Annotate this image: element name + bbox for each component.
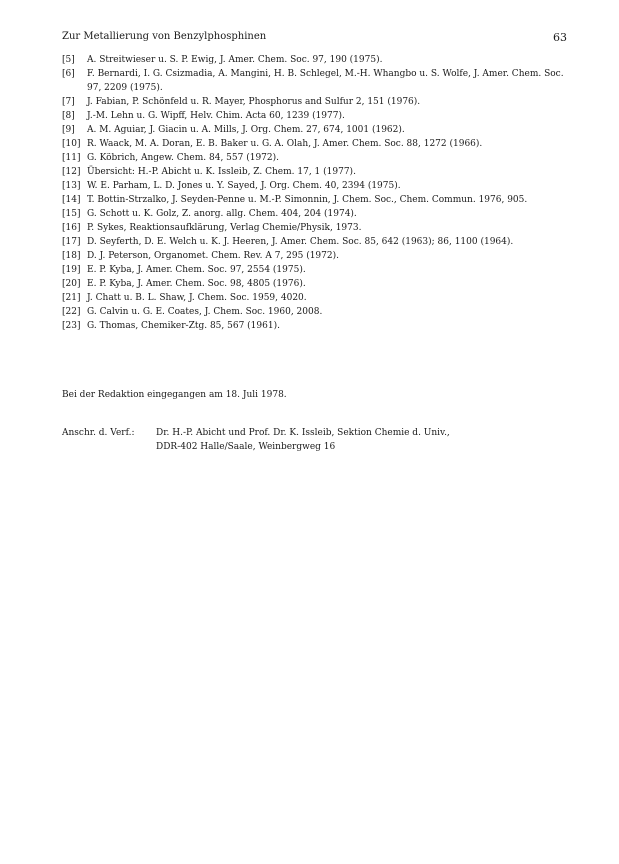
reference-number: [8] bbox=[62, 111, 75, 121]
reference-item bbox=[62, 67, 567, 95]
reference-number: [19] bbox=[62, 265, 81, 275]
reference-number: [13] bbox=[62, 181, 81, 191]
reference-number: [17] bbox=[62, 237, 81, 247]
reference-item bbox=[62, 235, 567, 249]
address-line-1: Dr. H.-P. Abicht und Prof. Dr. K. Issleib, Sektion Chemie d. Univ., bbox=[156, 428, 450, 438]
reference-number: [11] bbox=[62, 153, 81, 163]
running-title: Zur Metallierung von Benzylphosphinen bbox=[62, 31, 267, 42]
address-line-2: DDR-402 Halle/Saale, Weinbergweg 16 bbox=[156, 442, 336, 452]
reference-item bbox=[62, 137, 567, 151]
reference-item bbox=[62, 151, 567, 165]
reference-text: W. E. Parham, L. D. Jones u. Y. Sayed, J. Org. Chem. 40, 2394 (1975). bbox=[87, 181, 401, 191]
reference-item bbox=[62, 165, 567, 179]
received-note: Bei der Redaktion eingegangen am 18. Juli 1978. bbox=[62, 390, 287, 400]
reference-text: A. M. Aguiar, J. Giacin u. A. Mills, J. Org. Chem. 27, 674, 1001 (1962). bbox=[87, 125, 405, 135]
reference-number: [5] bbox=[62, 55, 75, 65]
reference-text: G. Calvin u. G. E. Coates, J. Chem. Soc. 1960, 2008. bbox=[87, 307, 323, 317]
reference-item bbox=[62, 249, 567, 263]
reference-item bbox=[62, 109, 567, 123]
reference-item bbox=[62, 277, 567, 291]
reference-number: [10] bbox=[62, 139, 81, 149]
reference-text: G. Köbrich, Angew. Chem. 84, 557 (1972). bbox=[87, 153, 279, 163]
reference-item bbox=[62, 123, 567, 137]
reference-number: [21] bbox=[62, 293, 81, 303]
reference-item bbox=[62, 193, 567, 207]
reference-number: [9] bbox=[62, 125, 75, 135]
reference-text: A. Streitwieser u. S. P. Ewig, J. Amer. Chem. Soc. 97, 190 (1975). bbox=[87, 55, 383, 65]
reference-text: F. Bernardi, I. G. Csizmadia, A. Mangini, H. B. Schlegel, M.-H. Whangbo u. S. Wolfe, J. Amer. Chem. Soc. 97, 2209 (1975). bbox=[87, 69, 564, 93]
reference-text: T. Bottin-Strzalko, J. Seyden-Penne u. M.-P. Simonnin, J. Chem. Soc., Chem. Commun. 1976, 905. bbox=[87, 195, 528, 205]
reference-number: [22] bbox=[62, 307, 81, 317]
reference-text: J. Fabian, P. Schönfeld u. R. Mayer, Phosphorus and Sulfur 2, 151 (1976). bbox=[87, 97, 421, 107]
reference-text: E. P. Kyba, J. Amer. Chem. Soc. 98, 4805 (1976). bbox=[87, 279, 306, 289]
page-number: 63 bbox=[553, 31, 567, 44]
reference-number: [12] bbox=[62, 167, 81, 177]
reference-number: [14] bbox=[62, 195, 81, 205]
reference-text: D. Seyferth, D. E. Welch u. K. J. Heeren, J. Amer. Chem. Soc. 85, 642 (1963); 86, 1100 (1964). bbox=[87, 237, 514, 247]
reference-number: [6] bbox=[62, 69, 75, 79]
reference-item bbox=[62, 221, 567, 235]
reference-number: [16] bbox=[62, 223, 81, 233]
page-header bbox=[62, 31, 567, 47]
reference-text: G. Schott u. K. Golz, Z. anorg. allg. Chem. 404, 204 (1974). bbox=[87, 209, 357, 219]
reference-item bbox=[62, 319, 567, 333]
address-label: Anschr. d. Verf.: bbox=[62, 428, 135, 438]
reference-text: G. Thomas, Chemiker-Ztg. 85, 567 (1961). bbox=[87, 321, 280, 331]
reference-text: R. Waack, M. A. Doran, E. B. Baker u. G. A. Olah, J. Amer. Chem. Soc. 88, 1272 (1966). bbox=[87, 139, 483, 149]
reference-number: [15] bbox=[62, 209, 81, 219]
reference-item bbox=[62, 95, 567, 109]
reference-number: [23] bbox=[62, 321, 81, 331]
reference-item bbox=[62, 179, 567, 193]
reference-number: [7] bbox=[62, 97, 75, 107]
reference-text: Übersicht: H.-P. Abicht u. K. Issleib, Z. Chem. 17, 1 (1977). bbox=[87, 167, 356, 177]
reference-text: D. J. Peterson, Organomet. Chem. Rev. A 7, 295 (1972). bbox=[87, 251, 339, 261]
reference-text: J. Chatt u. B. L. Shaw, J. Chem. Soc. 1959, 4020. bbox=[87, 293, 307, 303]
reference-number: [20] bbox=[62, 279, 81, 289]
address-lines bbox=[156, 426, 450, 454]
reference-text: E. P. Kyba, J. Amer. Chem. Soc. 97, 2554 (1975). bbox=[87, 265, 306, 275]
reference-list bbox=[62, 53, 567, 333]
reference-number: [18] bbox=[62, 251, 81, 261]
reference-item bbox=[62, 305, 567, 319]
reference-text: J.-M. Lehn u. G. Wipff, Helv. Chim. Acta 60, 1239 (1977). bbox=[87, 111, 345, 121]
reference-item bbox=[62, 207, 567, 221]
reference-text: P. Sykes, Reaktionsaufklärung, Verlag Chemie/Physik, 1973. bbox=[87, 223, 362, 233]
reference-item bbox=[62, 53, 567, 67]
reference-item bbox=[62, 263, 567, 277]
reference-item bbox=[62, 291, 567, 305]
